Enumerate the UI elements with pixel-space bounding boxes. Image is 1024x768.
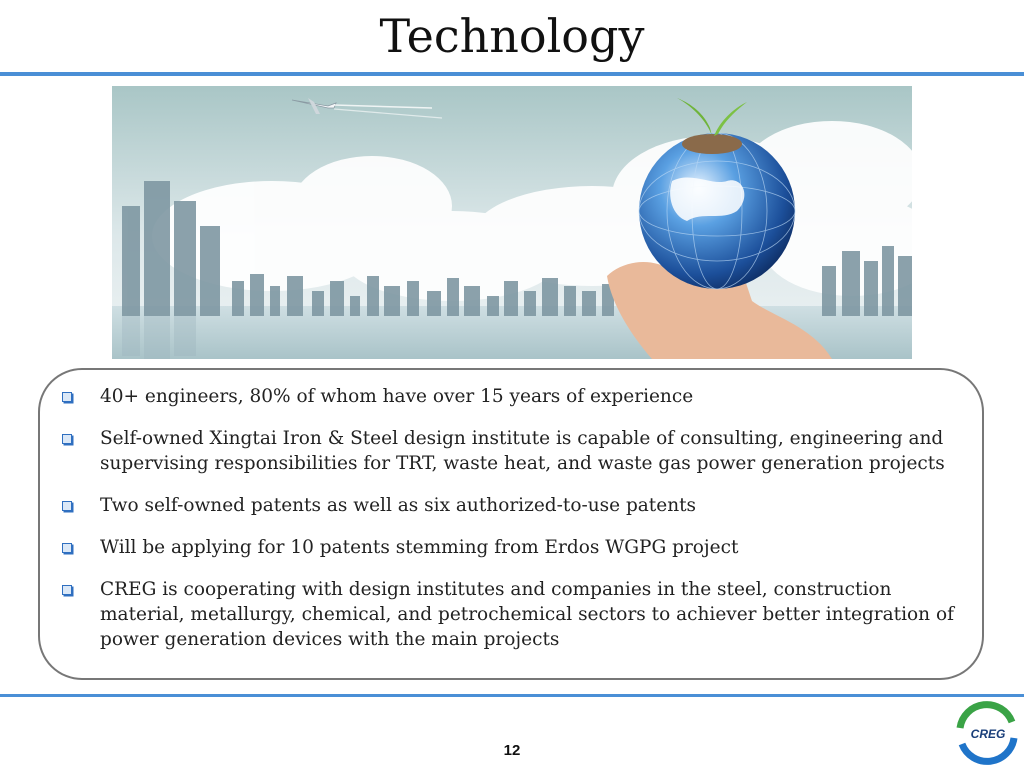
slide-title: Technology — [379, 9, 645, 63]
square-bullet-icon — [62, 392, 72, 402]
bullet-text: 40+ engineers, 80% of whom have over 15 years of experience — [100, 386, 694, 407]
footer-divider — [0, 694, 1024, 697]
hero-image — [112, 86, 912, 359]
square-bullet-icon — [62, 585, 72, 595]
bullet-list — [60, 384, 960, 669]
bullet-item — [60, 577, 960, 652]
bullet-item — [60, 493, 960, 518]
logo-text: CREG — [970, 727, 1006, 741]
creg-logo — [950, 698, 1024, 768]
page-number: 12 — [503, 742, 521, 759]
bullet-item — [60, 384, 960, 409]
square-bullet-icon — [62, 543, 72, 553]
bullet-item — [60, 426, 960, 476]
bullet-text: Will be applying for 10 patents stemming from Erdos WGPG project — [100, 537, 739, 558]
square-bullet-icon — [62, 501, 72, 511]
bullet-text: Two self-owned patents as well as six authorized-to-use patents — [100, 495, 697, 516]
square-bullet-icon — [62, 434, 72, 444]
bullet-text: CREG is cooperating with design institutes and companies in the steel, construction material, metallurgy, chemical, and petrochemical sectors to achiever better integration of power generation devices with the main projects — [100, 579, 954, 650]
header-divider — [0, 72, 1024, 76]
bullet-item — [60, 535, 960, 560]
bullet-text: Self-owned Xingtai Iron & Steel design institute is capable of consulting, engineering and supervising responsibilities for TRT, waste heat, and waste gas power generation projects — [100, 428, 945, 474]
